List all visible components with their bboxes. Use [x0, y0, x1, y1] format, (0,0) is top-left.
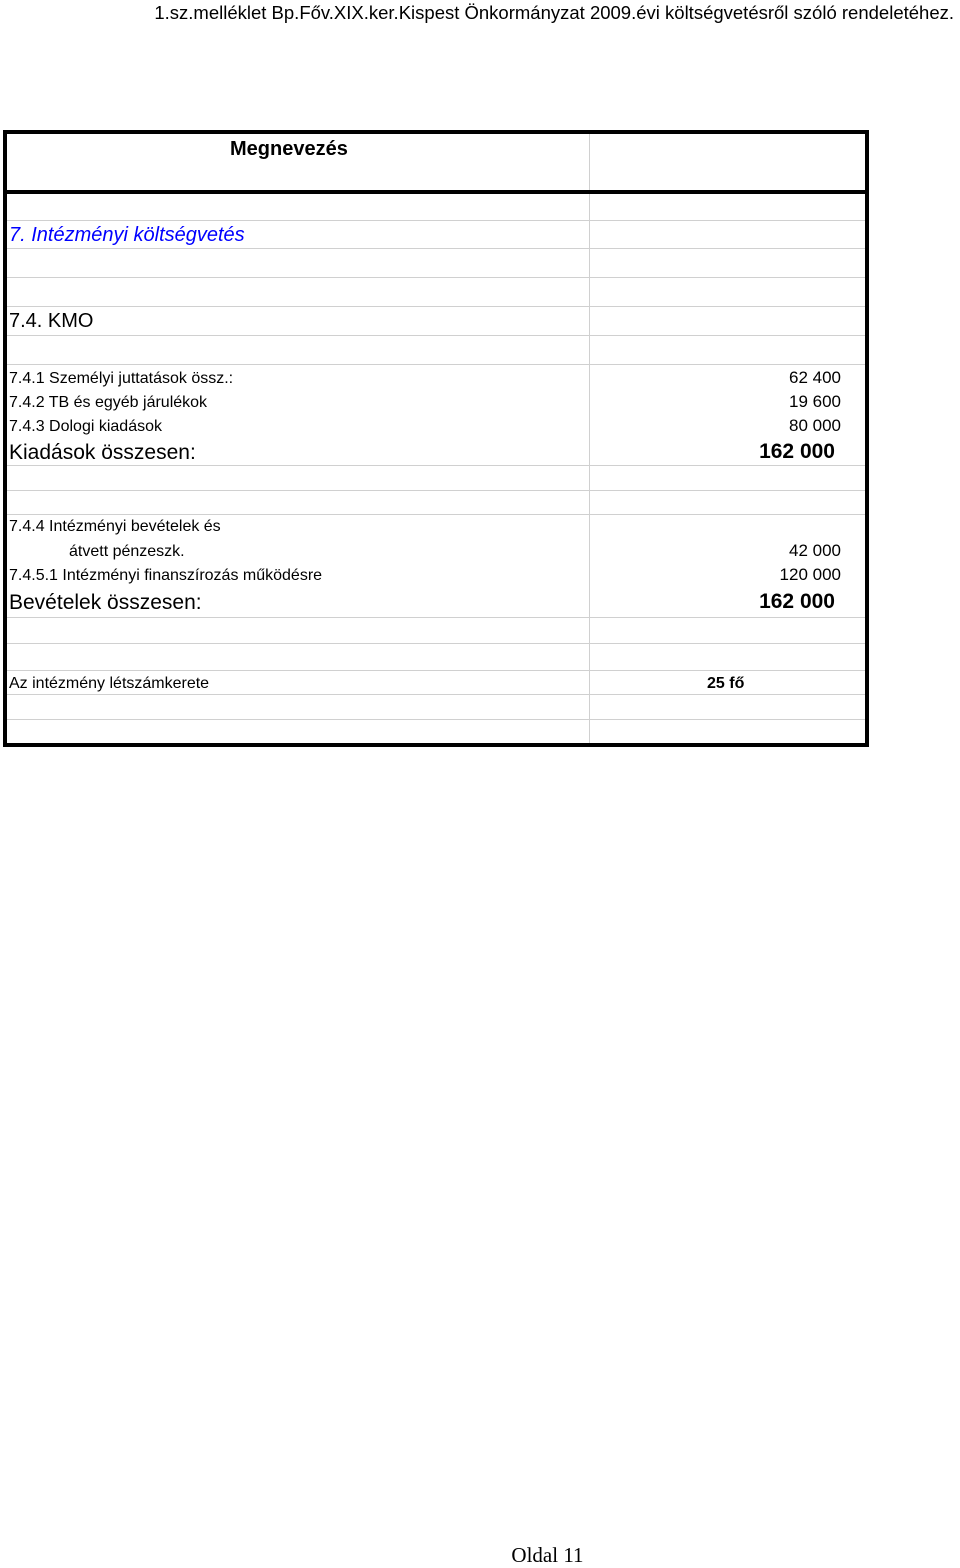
income-total-label: Bevételek összesen:: [9, 591, 202, 614]
expenses-total-value: 162 000: [759, 440, 835, 463]
header-separator: [7, 190, 865, 194]
row-label: 7.4.2 TB és egyéb járulékok: [9, 394, 208, 411]
row-line: [7, 364, 865, 365]
headcount-label: Az intézmény létszámkerete: [9, 675, 210, 692]
row-label: 7.4.1 Személyi juttatások össz.:: [9, 370, 234, 387]
row-line: [7, 643, 865, 644]
page-number: Oldal 11: [511, 1543, 584, 1567]
income-value: 120 000: [779, 565, 841, 584]
document-header: 1.sz.melléklet Bp.Főv.XIX.ker.Kispest Önkormányzat 2009.évi költségvetésről szóló rendeletéhez.: [154, 2, 954, 23]
income-value: 42 000: [789, 541, 841, 560]
row-line: [7, 694, 865, 695]
row-line: [7, 617, 865, 618]
headcount-value: 25 fő: [707, 675, 745, 692]
row-line: [7, 719, 865, 720]
row-line: [7, 220, 865, 221]
row-value: 80 000: [789, 416, 841, 435]
column-divider: [589, 134, 590, 743]
row-line: [7, 670, 865, 671]
row-line: [7, 490, 865, 491]
income-label-line1: 7.4.4 Intézményi bevételek és: [9, 518, 221, 535]
row-line: [7, 514, 865, 515]
row-value: 19 600: [789, 392, 841, 411]
income-total-value: 162 000: [759, 590, 835, 613]
income-label: 7.4.5.1 Intézményi finanszírozás működésre: [9, 567, 323, 584]
row-line: [7, 335, 865, 336]
expenses-total-label: Kiadások összesen:: [9, 441, 196, 464]
column-header: Megnevezés: [230, 138, 348, 160]
row-value: 62 400: [789, 368, 841, 387]
section-title: 7. Intézményi költségvetés: [9, 224, 245, 246]
budget-table: [3, 130, 869, 747]
row-line: [7, 248, 865, 249]
row-line: [7, 465, 865, 466]
income-label-line2: átvett pénzeszk.: [69, 543, 185, 560]
row-label: 7.4.3 Dologi kiadások: [9, 418, 162, 435]
subsection-title: 7.4. KMO: [9, 310, 94, 332]
row-line: [7, 277, 865, 278]
row-line: [7, 306, 865, 307]
